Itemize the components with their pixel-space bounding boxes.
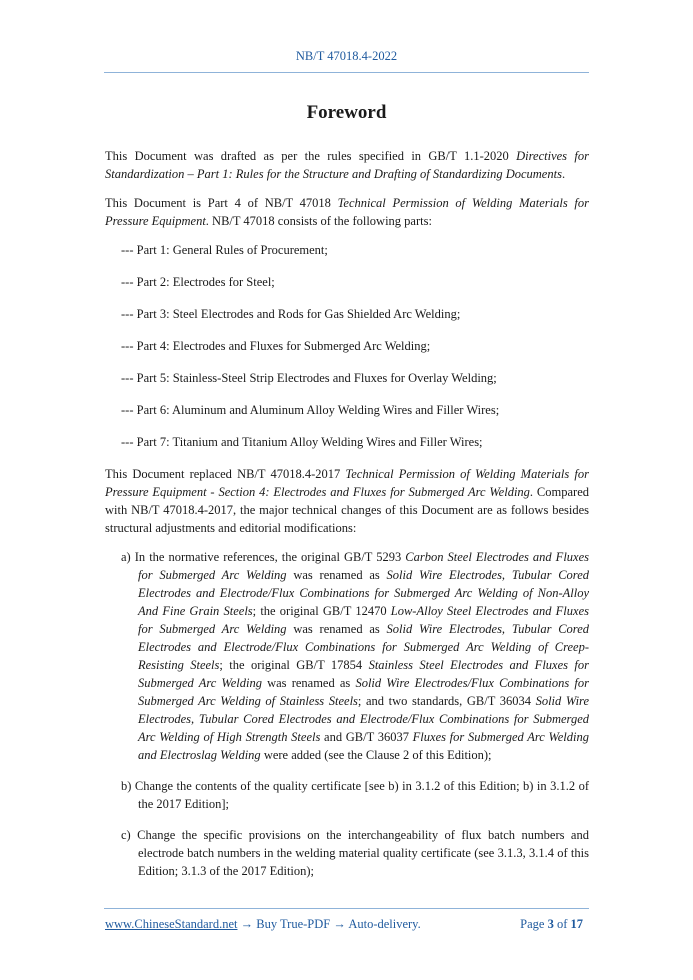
- footer-links: [105, 917, 421, 932]
- buy-true-pdf-link[interactable]: Buy True-PDF: [256, 917, 331, 931]
- arrow-right-icon: →: [237, 917, 257, 931]
- list-item-part-2: --- Part 2: Electrodes for Steel;: [121, 275, 275, 289]
- page-indicator: Page 3 of 17: [520, 917, 583, 931]
- paragraph-part-scope: This Document is Part 4 of NB/T 47018 Technical Permission of Welding Materials for Pressure Equipment. NB/T 47018 consists of the following parts:: [105, 196, 589, 228]
- document-code: NB/T 47018.4-2022: [295, 49, 398, 63]
- document-body: [105, 147, 589, 893]
- arrow-right-icon: →: [330, 917, 349, 931]
- paragraph-replacement: This Document replaced NB/T 47018.4-2017 Technical Permission of Welding Materials for Pressure Equipment - Section 4: Electrodes and Fluxes for Submerged Arc Welding. Compared with NB/T 47018.4-2017, the major technical changes of this Document are as follows besides structural adjustments and editorial modifications:: [105, 467, 590, 535]
- list-item-part-4: --- Part 4: Electrodes and Fluxes for Submerged Arc Welding;: [121, 339, 431, 353]
- list-item-part-7: --- Part 7: Titanium and Titanium Alloy Welding Wires and Filler Wires;: [121, 435, 483, 449]
- change-item-c: c) Change the specific provisions on the interchangeability of flux batch numbers and electrode batch numbers in the welding material quality certificate (see 3.1.3, 3.1.4 of this Edition; 3.1.3 of the 2017 Edition);: [121, 828, 589, 878]
- list-item-part-6: --- Part 6: Aluminum and Aluminum Alloy Welding Wires and Filler Wires;: [121, 403, 500, 417]
- footer-divider: [104, 908, 589, 909]
- paragraph-drafting-rules: This Document was drafted as per the rules specified in GB/T 1.1-2020 Directives for Standardization – Part 1: Rules for the Structure and Drafting of Standardizing Documents.: [105, 149, 589, 181]
- change-item-a: a) In the normative references, the original GB/T 5293 Carbon Steel Electrodes and Fluxes for Submerged Arc Welding was renamed as Solid Wire Electrodes, Tubular Cored Electrodes and Electrode/Flux Combinations for Submerged Arc Welding of Non-Alloy And Fine Grain Steels; the original GB/T 12470 Low-Alloy Steel Electrodes and Fluxes for Submerged Arc Welding was renamed as Solid Wire Electrodes, Tubular Cored Electrodes and Electrode/Flux Combinations for Submerged Arc Welding of Creep-Resisting Steels; the original GB/T 17854 Stainless Steel Electrodes and Fluxes for Submerged Arc Welding was renamed as Solid Wire Electrodes/Flux Combinations for Submerged Arc Welding of Stainless Steels; and two standards, GB/T 36034 Solid Wire Electrodes, Tubular Cored Electrodes and Electrode/Flux Combinations for Submerged Arc Welding of High Strength Steels and GB/T 36037 Fluxes for Submerged Arc Welding and Electroslag Welding were added (see the Clause 2 of this Edition);: [121, 550, 590, 762]
- list-item-part-1: --- Part 1: General Rules of Procurement;: [121, 243, 328, 257]
- page-title: Foreword: [306, 102, 387, 123]
- auto-delivery-text: Auto-delivery.: [348, 917, 421, 931]
- current-page-number: 3: [547, 917, 554, 931]
- change-item-b: b) Change the contents of the quality certificate [see b) in 3.1.2 of this Edition; b) in 3.1.2 of the 2017 Edition];: [121, 779, 589, 811]
- list-item-part-5: --- Part 5: Stainless-Steel Strip Electrodes and Fluxes for Overlay Welding;: [121, 371, 497, 385]
- header-divider: [104, 72, 589, 73]
- site-link[interactable]: www.ChineseStandard.net: [105, 917, 238, 931]
- page-header: [0, 49, 693, 64]
- total-pages-number: 17: [570, 917, 583, 931]
- list-item-part-3: --- Part 3: Steel Electrodes and Rods for Gas Shielded Arc Welding;: [121, 307, 461, 321]
